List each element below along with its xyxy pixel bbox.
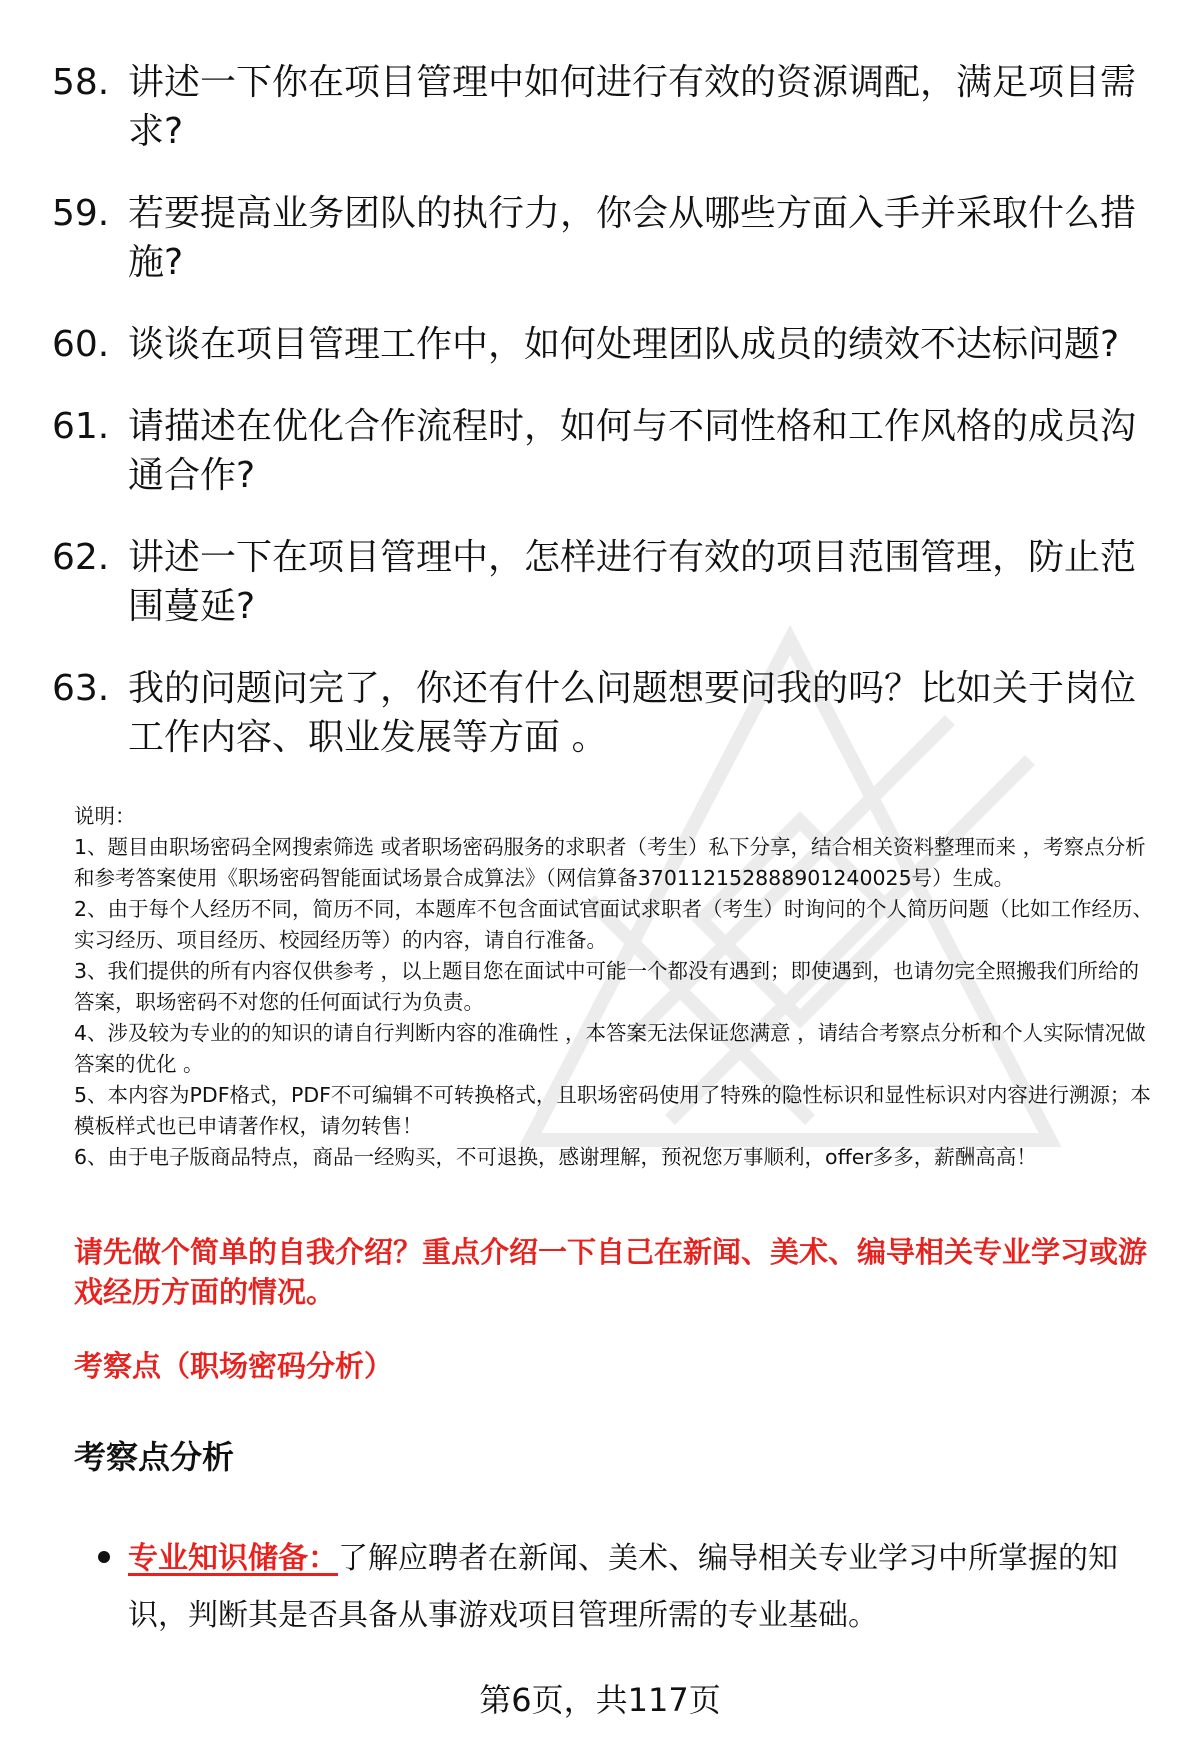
notes-item: 5、本内容为PDF格式，PDF不可编辑不可转换格式，且职场密码使用了特殊的隐性标识和显性标识对内容进行溯源；本模板样式也已申请著作权，请勿转售！ xyxy=(74,1083,1151,1138)
analysis-point-list xyxy=(98,1530,1138,1644)
analysis-heading: 考察点分析 xyxy=(74,1438,235,1476)
analysis-point-text: 了解应聘者在新闻、美术、编导相关专业学习中所掌握的知识，判断其是否具备从事游戏项目管理所需的专业基础。 xyxy=(128,1541,1118,1633)
question-item xyxy=(52,664,1152,762)
question-text: 请描述在优化合作流程时，如何与不同性格和工作风格的成员沟通合作? xyxy=(128,406,1137,496)
interview-question-heading: 请先做个简单的自我介绍？重点介绍一下自己在新闻、美术、编导相关专业学习或游戏经历方面的情况。 xyxy=(74,1235,1148,1309)
question-number: 59. xyxy=(52,193,110,234)
bullet-dot-icon xyxy=(98,1551,110,1563)
analysis-point-term: 专业知识储备： xyxy=(128,1541,338,1576)
question-number: 58. xyxy=(52,62,110,103)
notes-title: 说明： xyxy=(74,804,136,828)
question-number: 60. xyxy=(52,324,110,365)
analysis-point xyxy=(98,1530,1138,1644)
notes-item: 1、题目由职场密码全网搜索筛选 或者职场密码服务的求职者（考生）私下分享，结合相关资料整理而来 ，考察点分析和参考答案使用《职场密码智能面试场景合成算法》（网信算备370112152888901240025号）生成。 xyxy=(74,835,1146,890)
question-text: 讲述一下你在项目管理中如何进行有效的资源调配，满足项目需求? xyxy=(128,62,1137,152)
kaochadian-label: 考察点（职场密码分析） xyxy=(74,1349,394,1383)
question-text: 谈谈在项目管理工作中，如何处理团队成员的绩效不达标问题? xyxy=(128,324,1120,365)
notes-item: 3、我们提供的所有内容仅供参考 ，以上题目您在面试中可能一个都没有遇到；即使遇到，也请勿完全照搬我们所给的答案，职场密码不对您的任何面试行为负责。 xyxy=(74,959,1140,1014)
question-text: 若要提高业务团队的执行力，你会从哪些方面入手并采取什么措施? xyxy=(128,193,1137,283)
question-text: 讲述一下在项目管理中，怎样进行有效的项目范围管理，防止范围蔓延? xyxy=(128,537,1137,627)
notes-section xyxy=(74,801,1159,1173)
question-item xyxy=(52,58,1152,156)
question-item xyxy=(52,320,1152,369)
question-number: 61. xyxy=(52,406,110,447)
notes-item: 6、由于电子版商品特点，商品一经购买，不可退换，感谢理解，预祝您万事顺利，offer多多，薪酬高高！ xyxy=(74,1145,1037,1169)
question-text: 我的问题问完了，你还有什么问题想要问我的吗？比如关于岗位工作内容、职业发展等方面 。 xyxy=(128,668,1137,758)
question-item xyxy=(52,533,1152,631)
question-item xyxy=(52,402,1152,500)
notes-item: 2、由于每个人经历不同，简历不同，本题库不包含面试官面试求职者（考生）时询问的个人简历问题（比如工作经历、实习经历、项目经历、校园经历等）的内容，请自行准备。 xyxy=(74,897,1154,952)
question-number: 62. xyxy=(52,537,110,578)
question-item xyxy=(52,189,1152,287)
page-footer: 第6页，共117页 xyxy=(479,1681,721,1719)
question-number: 63. xyxy=(52,668,110,709)
notes-item: 4、涉及较为专业的的知识的请自行判断内容的准确性 ，本答案无法保证您满意 ，请结合考察点分析和个人实际情况做答案的优化 。 xyxy=(74,1021,1146,1076)
question-list xyxy=(52,58,1152,795)
